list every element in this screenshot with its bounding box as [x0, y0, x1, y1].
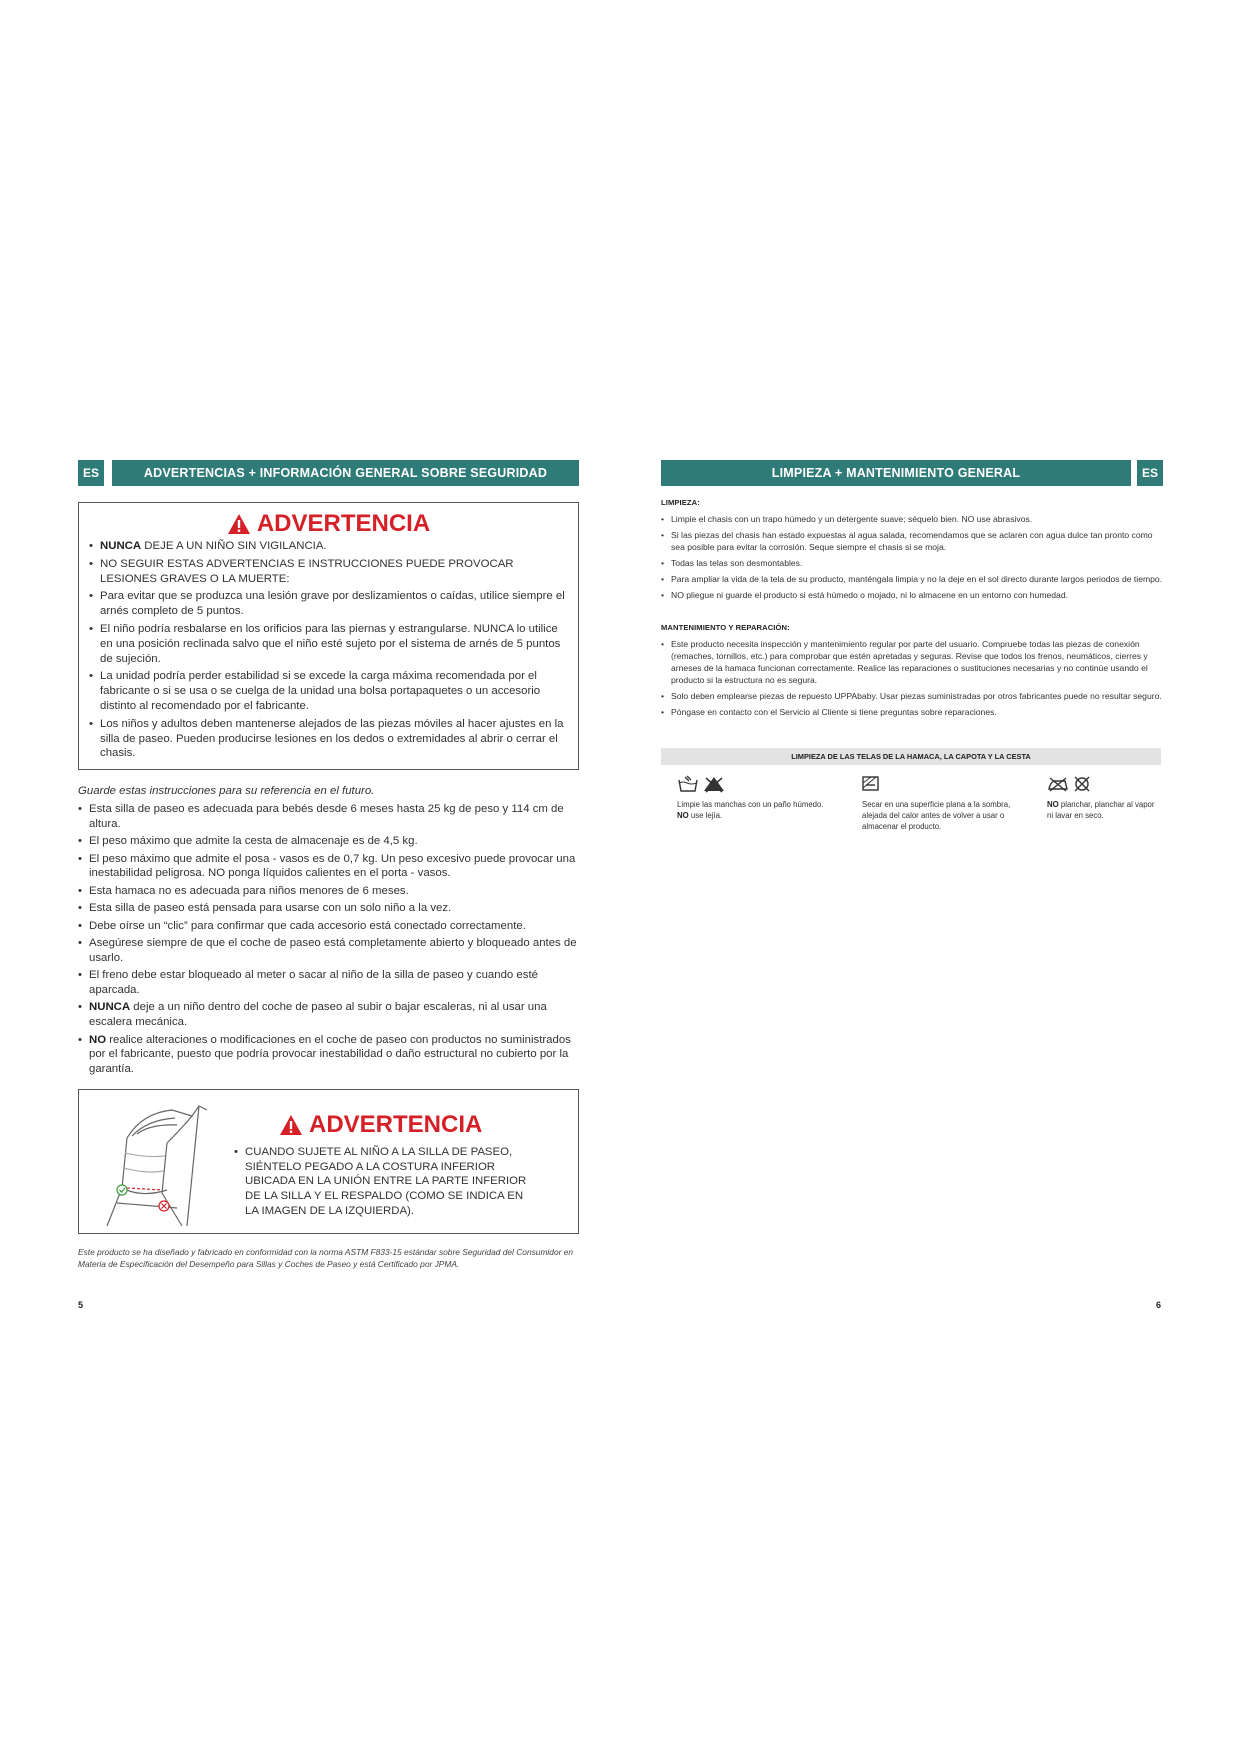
maintenance-list: [661, 638, 1163, 718]
list-item: • Si las piezas del chasis han estado expuestas al agua salada, recomendamos que se aclaren con agua dulce tan pronto como sea posible para evitar la corrosión. Seque siempre el chasis si se moja.: [661, 529, 1163, 553]
warning-heading-text: ADVERTENCIA: [256, 510, 431, 537]
list-item: • Solo deben emplearse piezas de repuesto UPPAbaby. Usar piezas suministradas por otros fabricantes puede no resultar seguro.: [661, 690, 1163, 702]
care-iron-bold: NO: [1047, 800, 1059, 809]
list-item: • Póngase en contacto con el Servicio al Cliente si tiene preguntas sobre reparaciones.: [661, 706, 1163, 718]
warning-list-2: [234, 1145, 534, 1222]
maintenance-heading: MANTENIMIENTO Y REPARACIÓN:: [661, 623, 790, 632]
no-bleach-icon: [703, 775, 725, 793]
list-item: • NUNCA DEJE A UN NIÑO SIN VIGILANCIA.: [89, 539, 568, 554]
list-item: • NO SEGUIR ESTAS ADVERTENCIAS E INSTRUCCIONES PUEDE PROVOCAR LESIONES GRAVES O LA MUERTE:: [89, 557, 568, 587]
warning-box-1: [78, 502, 579, 770]
page-number-left: 5: [78, 1300, 84, 1310]
care-wash-tail: use lejía.: [688, 811, 723, 820]
cleaning-list: [661, 513, 1163, 601]
left-page: [78, 460, 579, 1270]
care-wash-bold: NO: [677, 811, 689, 820]
list-item: • Para evitar que se produzca una lesión grave por deslizamientos o caídas, utilice siempre el arnés completo de 5 puntos.: [89, 589, 568, 619]
list-item: • NO pliegue ni guarde el producto si está húmedo o mojado, ni lo almacene en un entorno con humedad.: [661, 589, 1163, 601]
list-item: • Debe oírse un “clic” para confirmar que cada accesorio está conectado correctamente.: [78, 919, 579, 934]
warning-triangle-icon: [279, 1114, 303, 1136]
left-header: [78, 460, 579, 486]
list-item: • Asegúrese siempre de que el coche de paseo está completamente abierto y bloqueado antes de usarlo.: [78, 936, 579, 966]
list-item: • Todas las telas son desmontables.: [661, 557, 1163, 569]
warning-heading-text: ADVERTENCIA: [309, 1110, 483, 1138]
no-iron-icon: [1047, 776, 1069, 792]
list-item: • Este producto necesita inspección y mantenimiento regular por parte del usuario. Compruebe todas las piezas de conexión (remaches, tornillos, etc.) para comprobar que estén apretadas y seguras. Revise que todos los frenos, neumáticos, cierres y arneses de la hamaca funcionan correctamente. Realice las reparaciones o sustituciones necesarias y no continúe usando el producto si la estructura no es segura.: [661, 638, 1163, 686]
care-column-wash: [661, 775, 846, 832]
left-section-title: ADVERTENCIAS + INFORMACIÓN GENERAL SOBRE SEGURIDAD: [112, 460, 579, 486]
list-item: • NUNCA deje a un niño dentro del coche de paseo al subir o bajar escaleras, ni al usar una escalera mecánica.: [78, 1000, 579, 1030]
keep-instructions-note: Guarde estas instrucciones para su referencia en el futuro.: [78, 785, 375, 797]
no-dry-clean-icon: [1073, 776, 1091, 792]
care-wash-text: Limpie las manchas con un paño húmedo.: [677, 800, 824, 809]
list-item: • La unidad podría perder estabilidad si se excede la carga máxima recomendada por el fabricante o si se usa o se cuelga de la unidad una bolsa portapaquetes o un accesorio distinto al recomendado por el fabricante.: [89, 669, 568, 713]
list-item: • Esta silla de paseo es adecuada para bebés desde 6 meses hasta 25 kg de peso y 114 cm de altura.: [78, 802, 579, 832]
care-iron-text: planchar, planchar al vapor ni lavar en seco.: [1047, 800, 1155, 820]
hand-wash-icon: [677, 775, 699, 793]
page-number-right: 6: [1156, 1300, 1162, 1310]
language-badge: ES: [1137, 460, 1163, 486]
standards-footnote: Este producto se ha diseñado y fabricado en conformidad con la norma ASTM F833-15 estándar sobre Seguridad del Consumidor en Materia de Especificación del Desempeño para Sillas y Coches de Paseo y está Certificado por JPMA.: [78, 1246, 574, 1269]
warning-triangle-icon: [227, 513, 251, 535]
fabric-care-row: [661, 775, 1163, 832]
warning-heading-1: [89, 509, 568, 539]
safety-list: [78, 802, 579, 1077]
care-column-iron: [1031, 775, 1161, 832]
language-badge: ES: [78, 460, 104, 486]
list-item: • Los niños y adultos deben mantenerse alejados de las piezas móviles al hacer ajustes en la silla de paseo. Pueden producirse lesiones en los dedos o extremidades al abrir o cerrar el chasis.: [89, 717, 568, 761]
list-item: • Para ampliar la vida de la tela de su producto, manténgala limpia y no la deje en el sol directo durante largos periodos de tiempo.: [661, 573, 1163, 585]
dry-flat-shade-icon: [862, 776, 880, 792]
list-item: • Esta silla de paseo está pensada para usarse con un solo niño a la vez.: [78, 901, 579, 916]
right-page: [661, 460, 1163, 832]
warning-list-1: [89, 539, 568, 761]
list-item: • Esta hamaca no es adecuada para niños menores de 6 meses.: [78, 884, 579, 899]
list-item: • El peso máximo que admite la cesta de almacenaje es de 4,5 kg.: [78, 834, 579, 849]
warning-box-2: [78, 1089, 579, 1234]
right-header: [661, 460, 1163, 486]
fabric-care-heading: LIMPIEZA DE LAS TELAS DE LA HAMACA, LA CAPOTA Y LA CESTA: [661, 748, 1161, 765]
list-item: • NO realice alteraciones o modificaciones en el coche de paseo con productos no suministrados por el fabricante, puesto que podría provocar inestabilidad o daño estructural no cubierto por la garantía.: [78, 1033, 579, 1077]
list-item: • CUANDO SUJETE AL NIÑO A LA SILLA DE PASEO, SIÉNTELO PEGADO A LA COSTURA INFERIOR UBICADA EN LA UNIÓN ENTRE LA PARTE INFERIOR DE LA SILLA Y EL RESPALDO (COMO SE INDICA EN LA IMAGEN DE LA IZQUIERDA).: [234, 1145, 534, 1219]
list-item: • El freno debe estar bloqueado al meter o sacar al niño de la silla de paseo y cuando esté aparcada.: [78, 968, 579, 998]
care-column-dry: [846, 775, 1031, 832]
list-item: • Limpie el chasis con un trapo húmedo y un detergente suave; séquelo bien. NO use abrasivos.: [661, 513, 1163, 525]
care-dry-text: Secar en una superficie plana a la sombra, alejada del calor antes de volver a usar o almacenar el producto.: [862, 800, 1011, 831]
cleaning-heading: LIMPIEZA:: [661, 498, 700, 507]
right-section-title: LIMPIEZA + MANTENIMIENTO GENERAL: [661, 460, 1131, 486]
warning-heading-2: [279, 1110, 482, 1140]
list-item: • El niño podría resbalarse en los orificios para las piernas y estrangularse. NUNCA lo utilice en una posición reclinada salvo que el niño esté sujeto por el sistema de arnés de 5 puntos de sujeción.: [89, 622, 568, 666]
list-item: • El peso máximo que admite el posa - vasos es de 0,7 kg. Un peso excesivo puede provocar una inestabilidad peligrosa. NO ponga líquidos calientes en el porta - vasos.: [78, 852, 579, 882]
stroller-seat-illustration: [87, 1098, 212, 1230]
